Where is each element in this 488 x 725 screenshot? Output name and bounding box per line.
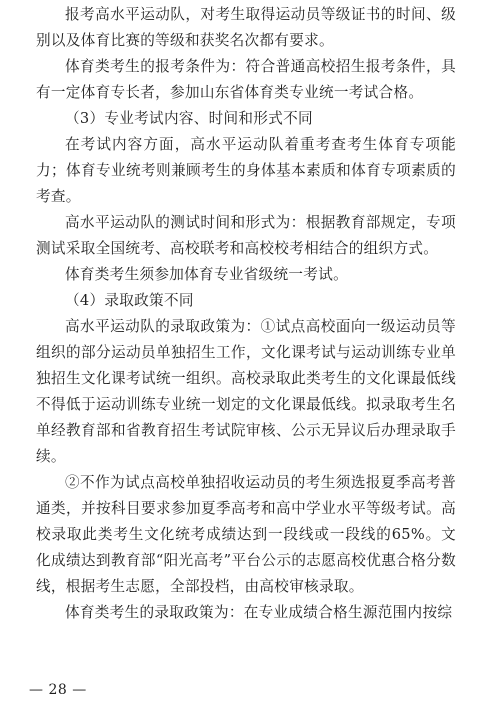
paragraph-sports-eligibility: 体育类考生的报考条件为：符合普通高校招生报考条件，具有一定体育专长者，参加山东省体育类专业统一考试合格。 [36,58,456,101]
paragraph-admission-policy-2: ②不作为试点高校单独招收运动员的考生须选报夏季高考普通类，并按科目要求参加夏季高考和高中学业水平等级考试。高校录取此类考生文化统考成绩达到一段线或一段线的65%。文化成绩达到教育部“阳光高考”平台公示的志愿高校优惠合格分数线，根据考生志愿，全部投档，由高校审核录取。 [36,474,456,595]
paragraph-test-format: 高水平运动队的测试时间和形式为：根据教育部规定，专项测试采取全国统考、高校联考和高校校考相结合的组织方式。 [36,214,456,257]
paragraph-exam-content: 在考试内容方面，高水平运动队着重考查考生体育专项能力；体育专业统考则兼顾考生的身体基本素质和体育专项素质的考查。 [36,136,456,205]
section-heading-4: （4）录取政策不同 [65,292,194,309]
paragraph-provincial-exam: 体育类考生须参加体育专业省级统一考试。 [65,266,348,283]
paragraph-admission-policy-1: 高水平运动队的录取政策为：①试点高校面向一级运动员等组织的部分运动员单独招生工作，文化课考试与运动训练专业单独招生文化课考试统一组织。高校录取此类考生的文化课最低线不得低于运动训练专业统一划定的文化课最低线。拟录取考生名单经教育部和省教育招生考试院审核、公示无异议后办理录取手续。 [36,318,456,465]
page-body [36,2,456,626]
section-heading-3: （3）专业考试内容、时间和形式不同 [65,110,313,127]
page-number: — 28 — [29,682,87,698]
paragraph-competition-requirements: 报考高水平运动队，对考生取得运动员等级证书的时间、级别以及体育比赛的等级和获奖名次都有要求。 [36,6,456,49]
paragraph-sports-admission: 体育类考生的录取政策为：在专业成绩合格生源范围内按综 [65,604,453,621]
